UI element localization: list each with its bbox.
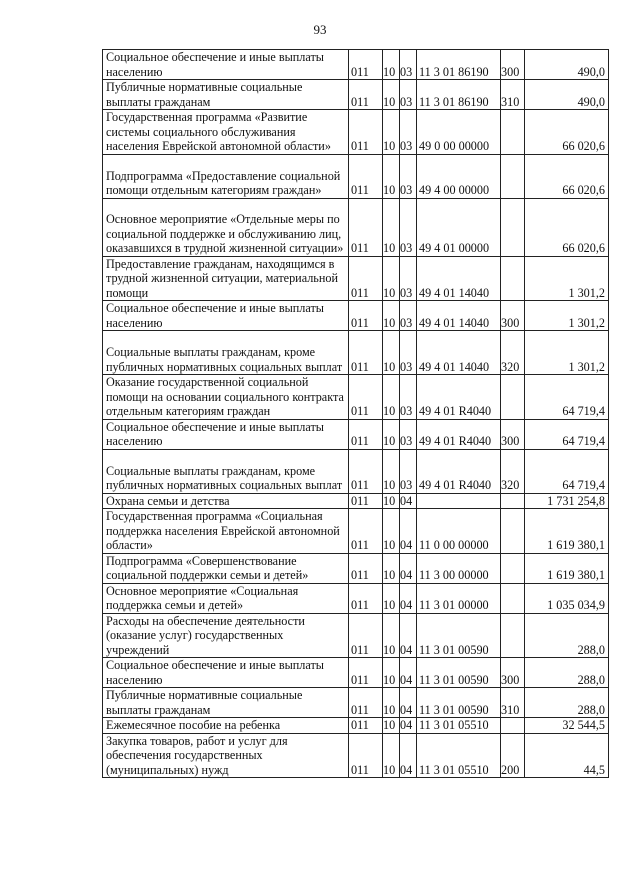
subsection-code: 04 — [400, 718, 417, 734]
expense-type-code — [501, 154, 525, 198]
table-row — [103, 553, 609, 583]
amount: 288,0 — [525, 613, 609, 658]
section-code: 10 — [383, 688, 400, 718]
ved-code: 011 — [349, 110, 383, 155]
row-name: Социальное обеспечение и иные выплаты населению — [103, 301, 349, 331]
subsection-code: 03 — [400, 301, 417, 331]
ved-code: 011 — [349, 718, 383, 734]
subsection-code: 04 — [400, 613, 417, 658]
section-code: 10 — [383, 733, 400, 778]
table-row — [103, 110, 609, 155]
amount: 288,0 — [525, 688, 609, 718]
row-name: Основное мероприятие «Социальная поддержка семьи и детей» — [103, 583, 349, 613]
table-row — [103, 449, 609, 493]
table-row — [103, 613, 609, 658]
ved-code: 011 — [349, 331, 383, 375]
row-name: Публичные нормативные социальные выплаты гражданам — [103, 688, 349, 718]
table-row — [103, 419, 609, 449]
expense-type-code — [501, 553, 525, 583]
target-article-code: 11 3 01 05510 — [417, 718, 501, 734]
table-row — [103, 256, 609, 301]
target-article-code — [417, 493, 501, 509]
subsection-code: 03 — [400, 256, 417, 301]
section-code: 10 — [383, 331, 400, 375]
row-name: Социальное обеспечение и иные выплаты населению — [103, 50, 349, 80]
ved-code: 011 — [349, 688, 383, 718]
section-code: 10 — [383, 256, 400, 301]
ved-code: 011 — [349, 493, 383, 509]
table-row — [103, 718, 609, 734]
subsection-code: 03 — [400, 449, 417, 493]
amount: 66 020,6 — [525, 198, 609, 256]
expense-type-code — [501, 509, 525, 554]
target-article-code: 49 0 00 00000 — [417, 110, 501, 155]
target-article-code: 49 4 01 00000 — [417, 198, 501, 256]
ved-code: 011 — [349, 375, 383, 420]
target-article-code: 11 3 01 05510 — [417, 733, 501, 778]
target-article-code: 49 4 01 R4040 — [417, 375, 501, 420]
amount: 66 020,6 — [525, 110, 609, 155]
table-row — [103, 493, 609, 509]
expense-type-code — [501, 110, 525, 155]
subsection-code: 03 — [400, 154, 417, 198]
expense-type-code: 300 — [501, 50, 525, 80]
amount: 64 719,4 — [525, 449, 609, 493]
expense-type-code: 200 — [501, 733, 525, 778]
row-name: Социальное обеспечение и иные выплаты населению — [103, 658, 349, 688]
section-code: 10 — [383, 449, 400, 493]
expense-type-code: 310 — [501, 688, 525, 718]
ved-code: 011 — [349, 198, 383, 256]
row-name: Подпрограмма «Предоставление социальной помощи отдельным категориям граждан» — [103, 154, 349, 198]
row-name: Подпрограмма «Совершенствование социальной поддержки семьи и детей» — [103, 553, 349, 583]
section-code: 10 — [383, 553, 400, 583]
amount: 44,5 — [525, 733, 609, 778]
expense-type-code: 300 — [501, 658, 525, 688]
row-name: Основное мероприятие «Отдельные меры по социальной поддержке и обслуживанию лиц, оказавшихся в трудной жизненной ситуации» — [103, 198, 349, 256]
target-article-code: 49 4 00 00000 — [417, 154, 501, 198]
section-code: 10 — [383, 80, 400, 110]
amount: 1 301,2 — [525, 256, 609, 301]
expense-type-code: 320 — [501, 449, 525, 493]
ved-code: 011 — [349, 613, 383, 658]
table-row — [103, 198, 609, 256]
section-code: 10 — [383, 419, 400, 449]
ved-code: 011 — [349, 419, 383, 449]
row-name: Социальное обеспечение и иные выплаты населению — [103, 419, 349, 449]
row-name: Закупка товаров, работ и услуг для обеспечения государственных (муниципальных) нужд — [103, 733, 349, 778]
subsection-code: 03 — [400, 198, 417, 256]
row-name: Социальные выплаты гражданам, кроме публичных нормативных социальных выплат — [103, 331, 349, 375]
amount: 490,0 — [525, 80, 609, 110]
expense-type-code — [501, 256, 525, 301]
ved-code: 011 — [349, 553, 383, 583]
table-row — [103, 688, 609, 718]
target-article-code: 49 4 01 14040 — [417, 301, 501, 331]
target-article-code: 11 3 00 00000 — [417, 553, 501, 583]
row-name: Публичные нормативные социальные выплаты гражданам — [103, 80, 349, 110]
subsection-code: 03 — [400, 375, 417, 420]
table-row — [103, 733, 609, 778]
amount: 32 544,5 — [525, 718, 609, 734]
row-name: Предоставление гражданам, находящимся в трудной жизненной ситуации, материальной помощи — [103, 256, 349, 301]
target-article-code: 49 4 01 14040 — [417, 256, 501, 301]
subsection-code: 04 — [400, 658, 417, 688]
subsection-code: 04 — [400, 733, 417, 778]
table-row — [103, 331, 609, 375]
section-code: 10 — [383, 50, 400, 80]
subsection-code: 03 — [400, 50, 417, 80]
ved-code: 011 — [349, 658, 383, 688]
row-name: Расходы на обеспечение деятельности (оказание услуг) государственных учреждений — [103, 613, 349, 658]
ved-code: 011 — [349, 733, 383, 778]
expense-type-code: 300 — [501, 301, 525, 331]
target-article-code: 49 4 01 R4040 — [417, 449, 501, 493]
row-name: Охрана семьи и детства — [103, 493, 349, 509]
subsection-code: 04 — [400, 493, 417, 509]
amount: 288,0 — [525, 658, 609, 688]
target-article-code: 11 3 01 00590 — [417, 613, 501, 658]
section-code: 10 — [383, 301, 400, 331]
ved-code: 011 — [349, 50, 383, 80]
ved-code: 011 — [349, 583, 383, 613]
target-article-code: 11 3 01 00590 — [417, 658, 501, 688]
table-row — [103, 154, 609, 198]
section-code: 10 — [383, 110, 400, 155]
row-name: Государственная программа «Развитие системы социального обслуживания населения Еврейской автономной области» — [103, 110, 349, 155]
target-article-code: 49 4 01 R4040 — [417, 419, 501, 449]
section-code: 10 — [383, 613, 400, 658]
amount: 1 301,2 — [525, 301, 609, 331]
ved-code: 011 — [349, 256, 383, 301]
table-row — [103, 301, 609, 331]
row-name: Социальные выплаты гражданам, кроме публичных нормативных социальных выплат — [103, 449, 349, 493]
amount: 1 035 034,9 — [525, 583, 609, 613]
row-name: Государственная программа «Социальная поддержка населения Еврейской автономной области» — [103, 509, 349, 554]
expense-type-code: 320 — [501, 331, 525, 375]
ved-code: 011 — [349, 301, 383, 331]
target-article-code: 49 4 01 14040 — [417, 331, 501, 375]
row-name: Оказание государственной социальной помощи на основании социального контракта отдельным категориям граждан — [103, 375, 349, 420]
page-number: 93 — [313, 22, 327, 37]
subsection-code: 04 — [400, 688, 417, 718]
table-row — [103, 80, 609, 110]
section-code: 10 — [383, 718, 400, 734]
target-article-code: 11 3 01 00000 — [417, 583, 501, 613]
expense-type-code — [501, 375, 525, 420]
expense-type-code — [501, 583, 525, 613]
section-code: 10 — [383, 375, 400, 420]
ved-code: 011 — [349, 154, 383, 198]
section-code: 10 — [383, 154, 400, 198]
section-code: 10 — [383, 583, 400, 613]
expense-type-code: 310 — [501, 80, 525, 110]
subsection-code: 04 — [400, 509, 417, 554]
expense-type-code — [501, 198, 525, 256]
subsection-code: 03 — [400, 419, 417, 449]
amount: 490,0 — [525, 50, 609, 80]
ved-code: 011 — [349, 80, 383, 110]
table-row — [103, 50, 609, 80]
amount: 64 719,4 — [525, 419, 609, 449]
section-code: 10 — [383, 509, 400, 554]
table-row — [103, 658, 609, 688]
expense-type-code — [501, 718, 525, 734]
target-article-code: 11 3 01 86190 — [417, 50, 501, 80]
ved-code: 011 — [349, 509, 383, 554]
section-code: 10 — [383, 658, 400, 688]
amount: 1 301,2 — [525, 331, 609, 375]
subsection-code: 04 — [400, 583, 417, 613]
section-code: 10 — [383, 493, 400, 509]
row-name: Ежемесячное пособие на ребенка — [103, 718, 349, 734]
section-code: 10 — [383, 198, 400, 256]
target-article-code: 11 3 01 86190 — [417, 80, 501, 110]
expense-type-code — [501, 493, 525, 509]
target-article-code: 11 3 01 00590 — [417, 688, 501, 718]
amount: 1 619 380,1 — [525, 509, 609, 554]
amount: 1 731 254,8 — [525, 493, 609, 509]
amount: 64 719,4 — [525, 375, 609, 420]
table-row — [103, 509, 609, 554]
table-row — [103, 583, 609, 613]
budget-table — [102, 49, 609, 778]
subsection-code: 03 — [400, 80, 417, 110]
target-article-code: 11 0 00 00000 — [417, 509, 501, 554]
expense-type-code — [501, 613, 525, 658]
table-row — [103, 375, 609, 420]
subsection-code: 03 — [400, 110, 417, 155]
subsection-code: 04 — [400, 553, 417, 583]
subsection-code: 03 — [400, 331, 417, 375]
expense-type-code: 300 — [501, 419, 525, 449]
budget-table-body — [103, 50, 609, 778]
ved-code: 011 — [349, 449, 383, 493]
amount: 1 619 380,1 — [525, 553, 609, 583]
amount: 66 020,6 — [525, 154, 609, 198]
